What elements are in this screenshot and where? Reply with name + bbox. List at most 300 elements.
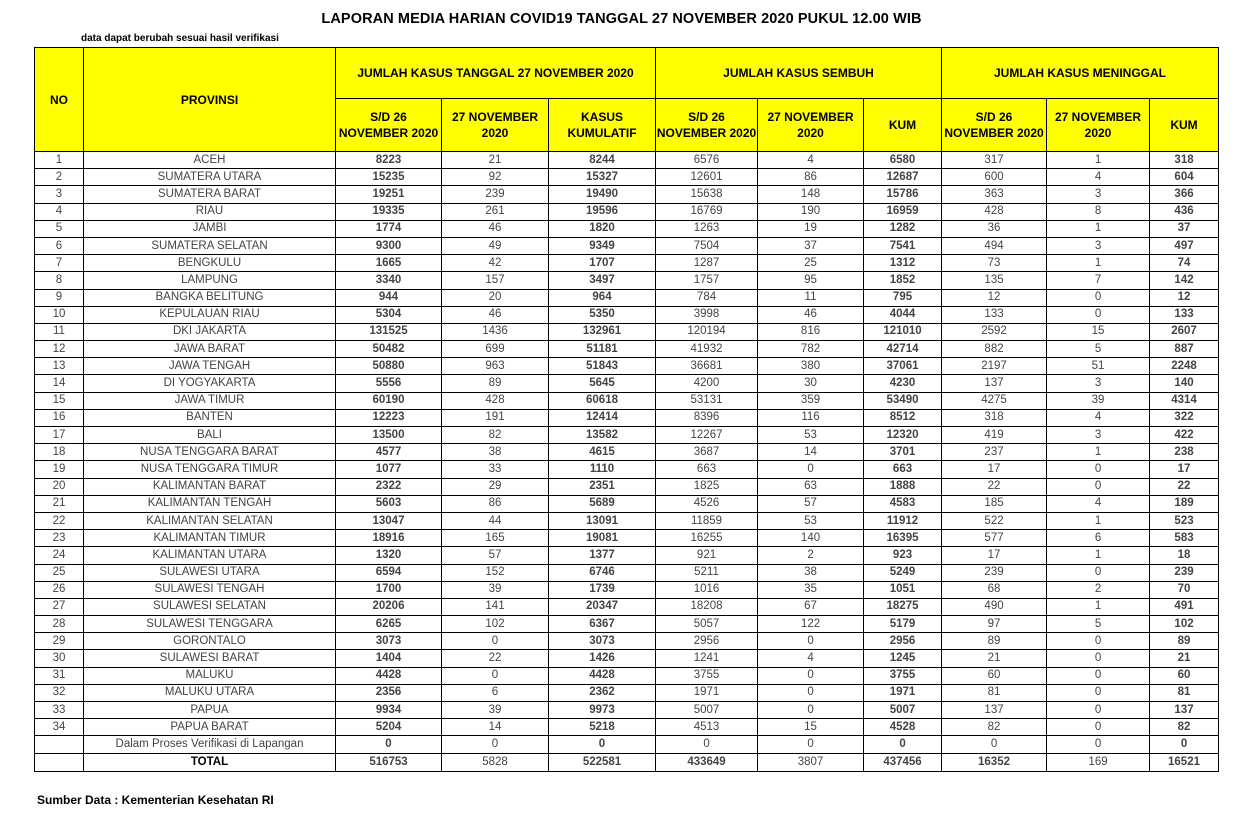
cell-kasus-sd26: 9934 <box>336 702 442 719</box>
cell-sembuh-kum: 16395 <box>864 530 942 547</box>
cell-meninggal-sd26: 4275 <box>942 392 1047 409</box>
cell-meninggal-kum: 887 <box>1150 341 1219 358</box>
cell-no: 5 <box>35 220 84 237</box>
cell-meninggal-sd26: 89 <box>942 633 1047 650</box>
cell-meninggal-kum: 133 <box>1150 306 1219 323</box>
cell-sembuh-kum: 4044 <box>864 306 942 323</box>
table-row <box>35 547 1219 564</box>
cell-meninggal-27nov: 0 <box>1047 478 1150 495</box>
cell-meninggal-27nov: 15 <box>1047 323 1150 340</box>
cell-kasus-sd26: 3340 <box>336 272 442 289</box>
table-row <box>35 650 1219 667</box>
cell-no: 24 <box>35 547 84 564</box>
cell-meninggal-sd26: 882 <box>942 341 1047 358</box>
cell-sembuh-kum: 53490 <box>864 392 942 409</box>
cell-kasus-kumulatif: 51181 <box>549 341 656 358</box>
cell-kasus-kumulatif: 20347 <box>549 598 656 615</box>
cell-meninggal-kum: 70 <box>1150 581 1219 598</box>
cell-sembuh-27nov: 67 <box>758 598 864 615</box>
table-row <box>35 272 1219 289</box>
col-header-kasus-27nov: 27 NOVEMBER 2020 <box>442 99 549 152</box>
cell-meninggal-sd26: 97 <box>942 616 1047 633</box>
cell-no: 13 <box>35 358 84 375</box>
cell-kasus-kumulatif: 1707 <box>549 255 656 272</box>
cell-sembuh-kum: 663 <box>864 461 942 478</box>
cell-meninggal-27nov: 0 <box>1047 289 1150 306</box>
cell-provinsi: LAMPUNG <box>84 272 336 289</box>
cell-sembuh-sd26: 1241 <box>656 650 758 667</box>
cell-kasus-27nov: 0 <box>442 667 549 684</box>
cell-sembuh-sd26: 2956 <box>656 633 758 650</box>
cell-sembuh-27nov: 46 <box>758 306 864 323</box>
cell-kasus-27nov: 57 <box>442 547 549 564</box>
cell-sembuh-kum: 11912 <box>864 512 942 529</box>
cell-sembuh-sd26: 120194 <box>656 323 758 340</box>
table-row <box>35 306 1219 323</box>
col-header-kasus-kumulatif: KASUS KUMULATIF <box>549 99 656 152</box>
cell-kasus-sd26: 1774 <box>336 220 442 237</box>
cell-sembuh-27nov: 0 <box>758 667 864 684</box>
cell-kasus-27nov: 152 <box>442 564 549 581</box>
cell-sembuh-27nov: 63 <box>758 478 864 495</box>
covid-report-table <box>34 47 1219 772</box>
cell-meninggal-27nov: 4 <box>1047 495 1150 512</box>
cell-meninggal-27nov: 2 <box>1047 581 1150 598</box>
cell-meninggal-27nov: 1 <box>1047 444 1150 461</box>
cell-meninggal-sd26: 82 <box>942 719 1047 736</box>
cell-kasus-27nov: 89 <box>442 375 549 392</box>
table-row <box>35 564 1219 581</box>
cell-meninggal-27nov: 0 <box>1047 461 1150 478</box>
cell-no: 23 <box>35 530 84 547</box>
cell-kasus-27nov: 0 <box>442 736 549 753</box>
cell-meninggal-kum: 523 <box>1150 512 1219 529</box>
cell-provinsi: NUSA TENGGARA TIMUR <box>84 461 336 478</box>
cell-no <box>35 736 84 753</box>
cell-provinsi: KALIMANTAN SELATAN <box>84 512 336 529</box>
cell-meninggal-sd26: 237 <box>942 444 1047 461</box>
cell-meninggal-sd26: 317 <box>942 152 1047 169</box>
cell-meninggal-kum: 239 <box>1150 564 1219 581</box>
cell-sembuh-27nov: 53 <box>758 427 864 444</box>
cell-provinsi: PAPUA BARAT <box>84 719 336 736</box>
cell-sembuh-kum: 5249 <box>864 564 942 581</box>
cell-meninggal-sd26: 494 <box>942 237 1047 254</box>
cell-kasus-sd26: 516753 <box>336 753 442 771</box>
cell-kasus-sd26: 4577 <box>336 444 442 461</box>
cell-no: 4 <box>35 203 84 220</box>
cell-kasus-27nov: 22 <box>442 650 549 667</box>
cell-provinsi: DI YOGYAKARTA <box>84 375 336 392</box>
cell-kasus-27nov: 157 <box>442 272 549 289</box>
cell-meninggal-sd26: 185 <box>942 495 1047 512</box>
cell-kasus-27nov: 1436 <box>442 323 549 340</box>
cell-meninggal-sd26: 135 <box>942 272 1047 289</box>
cell-sembuh-kum: 1245 <box>864 650 942 667</box>
cell-no: 15 <box>35 392 84 409</box>
cell-meninggal-sd26: 600 <box>942 169 1047 186</box>
table-row <box>35 512 1219 529</box>
cell-no: 32 <box>35 684 84 701</box>
cell-kasus-sd26: 5556 <box>336 375 442 392</box>
cell-kasus-27nov: 86 <box>442 495 549 512</box>
cell-kasus-27nov: 6 <box>442 684 549 701</box>
cell-kasus-sd26: 19251 <box>336 186 442 203</box>
cell-kasus-kumulatif: 5689 <box>549 495 656 512</box>
cell-kasus-27nov: 21 <box>442 152 549 169</box>
cell-meninggal-kum: 491 <box>1150 598 1219 615</box>
cell-meninggal-kum: 60 <box>1150 667 1219 684</box>
cell-meninggal-sd26: 2197 <box>942 358 1047 375</box>
cell-kasus-sd26: 60190 <box>336 392 442 409</box>
cell-sembuh-kum: 16959 <box>864 203 942 220</box>
total-row <box>35 753 1219 771</box>
cell-sembuh-27nov: 2 <box>758 547 864 564</box>
table-row <box>35 186 1219 203</box>
cell-provinsi: RIAU <box>84 203 336 220</box>
table-row <box>35 289 1219 306</box>
cell-kasus-27nov: 0 <box>442 633 549 650</box>
cell-kasus-kumulatif: 19081 <box>549 530 656 547</box>
table-row <box>35 169 1219 186</box>
cell-no: 21 <box>35 495 84 512</box>
cell-no: 16 <box>35 409 84 426</box>
cell-provinsi: SUMATERA BARAT <box>84 186 336 203</box>
cell-sembuh-27nov: 4 <box>758 650 864 667</box>
cell-sembuh-27nov: 35 <box>758 581 864 598</box>
cell-kasus-sd26: 50482 <box>336 341 442 358</box>
table-row <box>35 409 1219 426</box>
cell-kasus-sd26: 9300 <box>336 237 442 254</box>
cell-sembuh-27nov: 122 <box>758 616 864 633</box>
cell-meninggal-sd26: 137 <box>942 702 1047 719</box>
cell-no: 25 <box>35 564 84 581</box>
table-row <box>35 203 1219 220</box>
cell-meninggal-27nov: 4 <box>1047 169 1150 186</box>
cell-no: 11 <box>35 323 84 340</box>
cell-kasus-sd26: 15235 <box>336 169 442 186</box>
cell-meninggal-kum: 436 <box>1150 203 1219 220</box>
cell-sembuh-sd26: 11859 <box>656 512 758 529</box>
col-header-kasus-sd26: S/D 26 NOVEMBER 2020 <box>336 99 442 152</box>
cell-kasus-27nov: 5828 <box>442 753 549 771</box>
cell-sembuh-27nov: 86 <box>758 169 864 186</box>
group-header-sembuh: JUMLAH KASUS SEMBUH <box>656 48 942 99</box>
cell-provinsi: DKI JAKARTA <box>84 323 336 340</box>
cell-no: 33 <box>35 702 84 719</box>
cell-meninggal-kum: 318 <box>1150 152 1219 169</box>
cell-meninggal-kum: 16521 <box>1150 753 1219 771</box>
cell-meninggal-kum: 189 <box>1150 495 1219 512</box>
cell-sembuh-sd26: 8396 <box>656 409 758 426</box>
cell-meninggal-sd26: 239 <box>942 564 1047 581</box>
cell-kasus-kumulatif: 9349 <box>549 237 656 254</box>
cell-sembuh-27nov: 0 <box>758 633 864 650</box>
cell-meninggal-kum: 604 <box>1150 169 1219 186</box>
cell-meninggal-sd26: 68 <box>942 581 1047 598</box>
cell-provinsi: PAPUA <box>84 702 336 719</box>
cell-kasus-kumulatif: 51843 <box>549 358 656 375</box>
table-row <box>35 616 1219 633</box>
cell-meninggal-kum: 140 <box>1150 375 1219 392</box>
cell-sembuh-kum: 5179 <box>864 616 942 633</box>
cell-sembuh-27nov: 25 <box>758 255 864 272</box>
cell-kasus-kumulatif: 1377 <box>549 547 656 564</box>
cell-kasus-27nov: 49 <box>442 237 549 254</box>
cell-meninggal-kum: 366 <box>1150 186 1219 203</box>
cell-meninggal-sd26: 36 <box>942 220 1047 237</box>
cell-meninggal-kum: 37 <box>1150 220 1219 237</box>
cell-sembuh-kum: 923 <box>864 547 942 564</box>
cell-sembuh-sd26: 53131 <box>656 392 758 409</box>
table-row <box>35 152 1219 169</box>
cell-meninggal-27nov: 0 <box>1047 736 1150 753</box>
col-header-sembuh-kum: KUM <box>864 99 942 152</box>
cell-meninggal-sd26: 490 <box>942 598 1047 615</box>
table-row <box>35 702 1219 719</box>
cell-sembuh-27nov: 0 <box>758 684 864 701</box>
table-row <box>35 323 1219 340</box>
cell-provinsi: JAWA TENGAH <box>84 358 336 375</box>
cell-meninggal-sd26: 428 <box>942 203 1047 220</box>
cell-kasus-sd26: 1665 <box>336 255 442 272</box>
cell-meninggal-27nov: 1 <box>1047 547 1150 564</box>
cell-kasus-kumulatif: 2351 <box>549 478 656 495</box>
cell-meninggal-kum: 22 <box>1150 478 1219 495</box>
cell-sembuh-sd26: 3755 <box>656 667 758 684</box>
cell-sembuh-sd26: 36681 <box>656 358 758 375</box>
cell-kasus-sd26: 20206 <box>336 598 442 615</box>
cell-kasus-kumulatif: 4428 <box>549 667 656 684</box>
col-header-meninggal-27nov: 27 NOVEMBER 2020 <box>1047 99 1150 152</box>
cell-sembuh-kum: 18275 <box>864 598 942 615</box>
cell-sembuh-sd26: 0 <box>656 736 758 753</box>
cell-provinsi: KALIMANTAN TENGAH <box>84 495 336 512</box>
cell-kasus-27nov: 46 <box>442 220 549 237</box>
cell-meninggal-sd26: 17 <box>942 461 1047 478</box>
cell-kasus-27nov: 239 <box>442 186 549 203</box>
cell-provinsi: BENGKULU <box>84 255 336 272</box>
cell-kasus-sd26: 13047 <box>336 512 442 529</box>
cell-kasus-27nov: 141 <box>442 598 549 615</box>
group-header-kasus: JUMLAH KASUS TANGGAL 27 NOVEMBER 2020 <box>336 48 656 99</box>
cell-kasus-27nov: 46 <box>442 306 549 323</box>
cell-provinsi: NUSA TENGGARA BARAT <box>84 444 336 461</box>
cell-meninggal-sd26: 0 <box>942 736 1047 753</box>
cell-kasus-27nov: 963 <box>442 358 549 375</box>
cell-sembuh-kum: 1051 <box>864 581 942 598</box>
cell-sembuh-kum: 7541 <box>864 237 942 254</box>
cell-meninggal-27nov: 0 <box>1047 702 1150 719</box>
cell-sembuh-kum: 1312 <box>864 255 942 272</box>
report-title: LAPORAN MEDIA HARIAN COVID19 TANGGAL 27 NOVEMBER 2020 PUKUL 12.00 WIB <box>321 11 922 27</box>
cell-kasus-kumulatif: 8244 <box>549 152 656 169</box>
cell-kasus-kumulatif: 4615 <box>549 444 656 461</box>
cell-meninggal-27nov: 0 <box>1047 667 1150 684</box>
cell-sembuh-kum: 1971 <box>864 684 942 701</box>
cell-sembuh-27nov: 95 <box>758 272 864 289</box>
cell-kasus-kumulatif: 2362 <box>549 684 656 701</box>
col-header-sembuh-sd26: S/D 26 NOVEMBER 2020 <box>656 99 758 152</box>
cell-sembuh-27nov: 3807 <box>758 753 864 771</box>
cell-sembuh-sd26: 18208 <box>656 598 758 615</box>
cell-meninggal-sd26: 2592 <box>942 323 1047 340</box>
cell-meninggal-sd26: 73 <box>942 255 1047 272</box>
cell-provinsi: MALUKU <box>84 667 336 684</box>
cell-no: 30 <box>35 650 84 667</box>
cell-kasus-sd26: 8223 <box>336 152 442 169</box>
cell-meninggal-27nov: 3 <box>1047 186 1150 203</box>
cell-sembuh-kum: 12320 <box>864 427 942 444</box>
table-row <box>35 341 1219 358</box>
cell-meninggal-kum: 21 <box>1150 650 1219 667</box>
table-row <box>35 633 1219 650</box>
cell-sembuh-27nov: 15 <box>758 719 864 736</box>
cell-sembuh-kum: 1888 <box>864 478 942 495</box>
cell-meninggal-27nov: 0 <box>1047 719 1150 736</box>
table-row <box>35 719 1219 736</box>
cell-no: 1 <box>35 152 84 169</box>
cell-sembuh-27nov: 38 <box>758 564 864 581</box>
cell-sembuh-27nov: 140 <box>758 530 864 547</box>
cell-no: 3 <box>35 186 84 203</box>
cell-kasus-kumulatif: 5218 <box>549 719 656 736</box>
cell-meninggal-sd26: 419 <box>942 427 1047 444</box>
cell-kasus-27nov: 20 <box>442 289 549 306</box>
cell-provinsi: BANGKA BELITUNG <box>84 289 336 306</box>
cell-kasus-kumulatif: 1739 <box>549 581 656 598</box>
cell-provinsi: GORONTALO <box>84 633 336 650</box>
cell-meninggal-sd26: 81 <box>942 684 1047 701</box>
cell-sembuh-kum: 0 <box>864 736 942 753</box>
table-row <box>35 375 1219 392</box>
cell-no: 27 <box>35 598 84 615</box>
cell-meninggal-kum: 17 <box>1150 461 1219 478</box>
cell-meninggal-kum: 583 <box>1150 530 1219 547</box>
group-header-meninggal: JUMLAH KASUS MENINGGAL <box>942 48 1219 99</box>
cell-provinsi: JAMBI <box>84 220 336 237</box>
cell-meninggal-27nov: 39 <box>1047 392 1150 409</box>
cell-kasus-kumulatif: 5645 <box>549 375 656 392</box>
cell-kasus-sd26: 1700 <box>336 581 442 598</box>
cell-kasus-sd26: 4428 <box>336 667 442 684</box>
cell-meninggal-27nov: 0 <box>1047 684 1150 701</box>
cell-kasus-kumulatif: 964 <box>549 289 656 306</box>
cell-sembuh-sd26: 1825 <box>656 478 758 495</box>
cell-sembuh-kum: 8512 <box>864 409 942 426</box>
cell-sembuh-27nov: 816 <box>758 323 864 340</box>
cell-kasus-sd26: 19335 <box>336 203 442 220</box>
col-header-meninggal-sd26: S/D 26 NOVEMBER 2020 <box>942 99 1047 152</box>
cell-no: 10 <box>35 306 84 323</box>
cell-kasus-27nov: 38 <box>442 444 549 461</box>
cell-sembuh-27nov: 0 <box>758 461 864 478</box>
cell-provinsi: SULAWESI BARAT <box>84 650 336 667</box>
cell-kasus-kumulatif: 5350 <box>549 306 656 323</box>
cell-sembuh-sd26: 16255 <box>656 530 758 547</box>
cell-provinsi: KEPULAUAN RIAU <box>84 306 336 323</box>
data-source-note: Sumber Data : Kementerian Kesehatan RI <box>37 793 274 807</box>
cell-kasus-sd26: 2356 <box>336 684 442 701</box>
cell-kasus-kumulatif: 1820 <box>549 220 656 237</box>
cell-kasus-kumulatif: 19490 <box>549 186 656 203</box>
cell-provinsi: ACEH <box>84 152 336 169</box>
cell-kasus-sd26: 131525 <box>336 323 442 340</box>
cell-provinsi: SUMATERA SELATAN <box>84 237 336 254</box>
cell-meninggal-sd26: 16352 <box>942 753 1047 771</box>
cell-kasus-kumulatif: 6367 <box>549 616 656 633</box>
cell-meninggal-sd26: 577 <box>942 530 1047 547</box>
cell-sembuh-sd26: 1016 <box>656 581 758 598</box>
cell-sembuh-27nov: 782 <box>758 341 864 358</box>
cell-meninggal-kum: 18 <box>1150 547 1219 564</box>
cell-kasus-sd26: 6265 <box>336 616 442 633</box>
cell-sembuh-kum: 121010 <box>864 323 942 340</box>
cell-kasus-kumulatif: 19596 <box>549 203 656 220</box>
cell-kasus-sd26: 5204 <box>336 719 442 736</box>
cell-kasus-27nov: 261 <box>442 203 549 220</box>
cell-kasus-27nov: 165 <box>442 530 549 547</box>
cell-meninggal-27nov: 3 <box>1047 375 1150 392</box>
cell-kasus-sd26: 5304 <box>336 306 442 323</box>
cell-sembuh-kum: 795 <box>864 289 942 306</box>
cell-kasus-sd26: 1320 <box>336 547 442 564</box>
cell-meninggal-sd26: 12 <box>942 289 1047 306</box>
cell-sembuh-kum: 2956 <box>864 633 942 650</box>
cell-no: 28 <box>35 616 84 633</box>
cell-provinsi: MALUKU UTARA <box>84 684 336 701</box>
cell-meninggal-kum: 89 <box>1150 633 1219 650</box>
cell-meninggal-kum: 81 <box>1150 684 1219 701</box>
cell-kasus-kumulatif: 3073 <box>549 633 656 650</box>
cell-sembuh-27nov: 37 <box>758 237 864 254</box>
cell-kasus-kumulatif: 132961 <box>549 323 656 340</box>
cell-meninggal-sd26: 133 <box>942 306 1047 323</box>
cell-kasus-kumulatif: 1110 <box>549 461 656 478</box>
cell-sembuh-sd26: 12267 <box>656 427 758 444</box>
cell-sembuh-27nov: 14 <box>758 444 864 461</box>
cell-kasus-sd26: 18916 <box>336 530 442 547</box>
cell-meninggal-kum: 82 <box>1150 719 1219 736</box>
cell-kasus-sd26: 1404 <box>336 650 442 667</box>
cell-sembuh-kum: 12687 <box>864 169 942 186</box>
cell-no: 14 <box>35 375 84 392</box>
cell-meninggal-kum: 422 <box>1150 427 1219 444</box>
cell-meninggal-27nov: 1 <box>1047 152 1150 169</box>
cell-sembuh-sd26: 3998 <box>656 306 758 323</box>
cell-meninggal-sd26: 318 <box>942 409 1047 426</box>
cell-meninggal-kum: 142 <box>1150 272 1219 289</box>
cell-kasus-kumulatif: 12414 <box>549 409 656 426</box>
cell-sembuh-kum: 4528 <box>864 719 942 736</box>
cell-kasus-kumulatif: 60618 <box>549 392 656 409</box>
cell-kasus-kumulatif: 9973 <box>549 702 656 719</box>
cell-sembuh-kum: 3701 <box>864 444 942 461</box>
cell-meninggal-sd26: 522 <box>942 512 1047 529</box>
cell-sembuh-sd26: 663 <box>656 461 758 478</box>
cell-kasus-kumulatif: 13582 <box>549 427 656 444</box>
cell-meninggal-sd26: 137 <box>942 375 1047 392</box>
cell-meninggal-kum: 102 <box>1150 616 1219 633</box>
cell-sembuh-kum: 437456 <box>864 753 942 771</box>
cell-meninggal-kum: 2248 <box>1150 358 1219 375</box>
cell-no: 8 <box>35 272 84 289</box>
cell-no: 2 <box>35 169 84 186</box>
cell-kasus-27nov: 39 <box>442 581 549 598</box>
cell-sembuh-sd26: 6576 <box>656 152 758 169</box>
report-subtitle: data dapat berubah sesuai hasil verifikasi <box>81 33 279 44</box>
cell-sembuh-kum: 6580 <box>864 152 942 169</box>
